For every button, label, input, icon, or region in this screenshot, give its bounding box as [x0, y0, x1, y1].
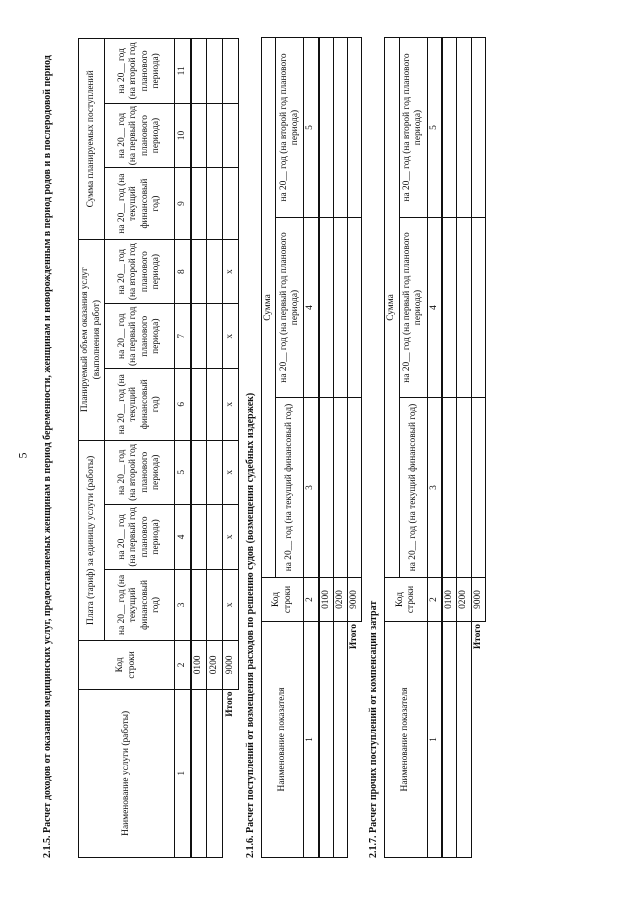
x-mark: x: [223, 239, 239, 304]
row-code: 0100: [191, 641, 207, 689]
table-cell: [191, 505, 207, 570]
header-year-current: на 20__ год (на текущий финансовый год): [276, 398, 304, 578]
table-cell: [191, 103, 207, 168]
header-year-first: на 20__ год (на первый год планового периода): [105, 304, 175, 369]
table-cell: [348, 38, 362, 218]
table-row: [191, 39, 207, 858]
table-row: [207, 39, 223, 858]
header-indicator-name: Наименование показателя: [385, 622, 427, 858]
row-code: 0200: [207, 641, 223, 689]
col-number: 1: [175, 689, 191, 857]
row-code: 0100: [319, 578, 334, 622]
section-2-1-7: [368, 38, 384, 858]
header-row-code: Код строки: [79, 641, 175, 689]
col-number: 3: [427, 398, 442, 578]
table-cell: [223, 39, 239, 104]
col-number: 5: [427, 38, 442, 218]
col-number: 4: [427, 218, 442, 398]
x-mark: x: [223, 569, 239, 641]
col-number: 3: [304, 398, 319, 578]
table-cell: [207, 569, 223, 641]
total-row: [471, 38, 485, 858]
header-year-second: на 20__ год (на второй год планового периода): [105, 440, 175, 505]
col-number: 1: [427, 622, 442, 858]
col-number: 1: [304, 622, 319, 858]
table-cell: [191, 239, 207, 304]
table-row: [333, 38, 347, 858]
total-label: Итого: [472, 624, 483, 650]
header-sum: Сумма планируемых поступлений: [79, 39, 105, 240]
header-year-second: на 20__ год (на второй год планового периода): [276, 38, 304, 218]
table-cell: [457, 398, 471, 578]
table-cell: [442, 218, 457, 398]
col-number: 3: [175, 569, 191, 641]
other-income-table-2-1-7: [384, 37, 485, 858]
table-cell: [457, 218, 471, 398]
row-code: 0200: [333, 578, 347, 622]
header-row-code: Код строки: [262, 578, 304, 622]
table-cell: [207, 505, 223, 570]
header-year-first: на 20__ год (на первый год планового периода): [105, 103, 175, 168]
table-row: [457, 38, 471, 858]
row-code: 0200: [457, 578, 471, 622]
col-number: 7: [175, 304, 191, 369]
header-volume: Планируемый объем оказания услуг (выполнения работ): [79, 239, 105, 440]
section-title: 2.1.5. Расчет доходов от оказания медицинских услуг, предоставляемых женщинам в период беременности, женщинам и новорожденным в период родов и в послеродовой период: [42, 55, 53, 858]
table-cell: [191, 39, 207, 104]
total-label: Итого: [225, 691, 236, 717]
total-code: 9000: [348, 578, 362, 622]
total-row: [223, 39, 239, 858]
table-cell: [442, 38, 457, 218]
rotated-page-content: [42, 38, 602, 858]
table-cell: [207, 369, 223, 441]
col-number: 8: [175, 239, 191, 304]
x-mark: x: [223, 440, 239, 505]
x-mark: x: [223, 304, 239, 369]
col-number: 2: [175, 641, 191, 689]
header-year-second: на 20__ год (на второй год планового периода): [399, 38, 427, 218]
col-number: 9: [175, 168, 191, 240]
court-table-2-1-6: [261, 37, 362, 858]
col-number: 2: [427, 578, 442, 622]
x-mark: x: [223, 369, 239, 441]
table-cell: [442, 398, 457, 578]
total-label: Итого: [349, 624, 360, 650]
table-cell: [207, 103, 223, 168]
header-year-second: на 20__ год (на второй год планового периода): [105, 239, 175, 304]
table-cell: [333, 218, 347, 398]
col-number: 5: [304, 38, 319, 218]
table-cell: [207, 239, 223, 304]
table-row: [442, 38, 457, 858]
table-cell: [191, 369, 207, 441]
header-year-first: на 20__ год (на первый год планового периода): [276, 218, 304, 398]
col-number: 2: [304, 578, 319, 622]
table-cell: [457, 38, 471, 218]
table-cell: [333, 398, 347, 578]
col-number: 11: [175, 39, 191, 104]
col-number: 5: [175, 440, 191, 505]
col-number: 4: [175, 505, 191, 570]
header-year-first: на 20__ год (на первый год планового периода): [105, 505, 175, 570]
header-year-first: на 20__ год (на первый год планового периода): [399, 218, 427, 398]
table-cell: [207, 304, 223, 369]
table-cell: [207, 440, 223, 505]
col-number: 6: [175, 369, 191, 441]
header-year-current: на 20__ год (на текущий финансовый год): [105, 369, 175, 441]
page-number: 5: [15, 452, 30, 459]
header-sum: Сумма: [385, 38, 399, 578]
table-cell: [319, 622, 334, 858]
section-title: 2.1.6. Расчет поступлений от возмещения расходов по решению судов (возмещения судебных издержек): [245, 392, 256, 858]
table-cell: [442, 622, 457, 858]
header-year-current: на 20__ год (на текущий финансовый год): [105, 569, 175, 641]
section-2-1-6: [245, 38, 261, 858]
table-row: [319, 38, 334, 858]
table-cell: [319, 38, 334, 218]
table-cell: [471, 38, 485, 218]
table-cell: [319, 398, 334, 578]
header-sum: Сумма: [262, 38, 276, 578]
table-cell: [191, 440, 207, 505]
col-number: 10: [175, 103, 191, 168]
table-cell: [191, 569, 207, 641]
table-cell: [333, 622, 347, 858]
table-cell: [191, 689, 207, 857]
header-tariff: Плата (тариф) за единицу услуги (работы): [79, 440, 105, 641]
section-2-1-5: [42, 38, 78, 858]
section-title: 2.1.7. Расчет прочих поступлений от компенсации затрат: [368, 600, 380, 858]
table-cell: [348, 398, 362, 578]
table-cell: [207, 39, 223, 104]
x-mark: x: [223, 505, 239, 570]
total-row: [348, 38, 362, 858]
total-code: 9000: [471, 578, 485, 622]
table-cell: [191, 304, 207, 369]
table-cell: [457, 622, 471, 858]
table-cell: [333, 38, 347, 218]
table-cell: [207, 689, 223, 857]
header-row-code: Код строки: [385, 578, 427, 622]
col-number: 4: [304, 218, 319, 398]
table-cell: [223, 103, 239, 168]
header-year-second: на 20__ год (на второй год планового периода): [105, 39, 175, 104]
table-cell: [319, 218, 334, 398]
total-code: 9000: [223, 641, 239, 689]
income-table-2-1-5: [78, 38, 239, 858]
table-cell: [471, 218, 485, 398]
row-code: 0100: [442, 578, 457, 622]
table-cell: [207, 168, 223, 240]
header-year-current: на 20__ год (на текущий финансовый год): [105, 168, 175, 240]
table-cell: [348, 218, 362, 398]
header-service-name: Наименование услуги (работы): [79, 689, 175, 857]
table-cell: [191, 168, 207, 240]
table-cell: [223, 168, 239, 240]
header-indicator-name: Наименование показателя: [262, 622, 304, 858]
table-cell: [471, 398, 485, 578]
header-year-current: на 20__ год (на текущий финансовый год): [399, 398, 427, 578]
